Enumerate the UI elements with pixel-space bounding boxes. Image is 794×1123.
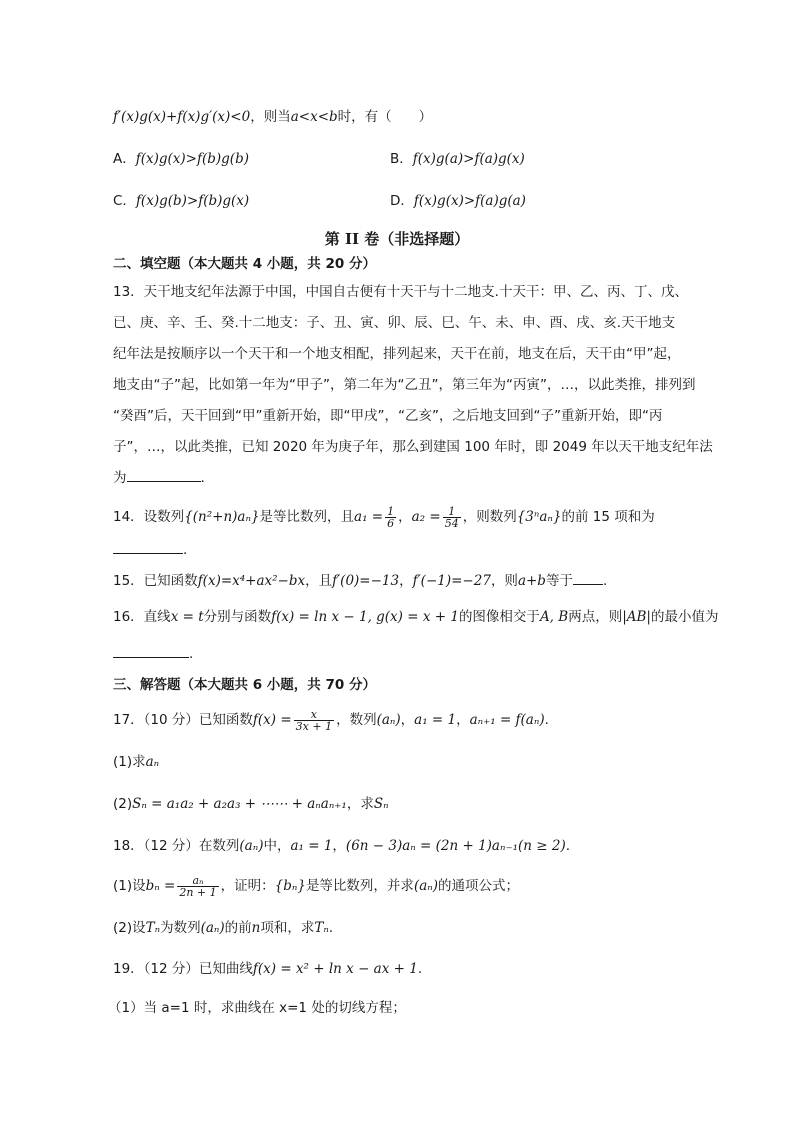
section-heading-fill: 二、填空题（本大题共 4 小题，共 20 分） [113,256,376,272]
q13-line-7: 为 . [113,467,205,488]
answer-blank [113,539,183,554]
q13-line-4: 地支由“子”起，比如第一年为“甲子”，第二年为“乙丑”，第三年为“丙寅”，…，以此类推，排列到 [113,377,696,393]
option-d: D．f(x)g(x)>f(a)g(a) [390,193,526,209]
fraction: $\frac{\text{aₙ}}{2n + 1}$ [179,873,217,899]
section-heading-answer: 三、解答题（本大题共 6 小题，共 70 分） [113,677,376,693]
q16-line-2: . [113,643,193,664]
answer-blank [573,570,603,585]
answer-blank [127,467,201,482]
part-title: 第 II 卷（非选择题） [324,230,470,248]
condition-math: f′(x)g(x)+f(x)g′(x)<0 [113,109,251,125]
q15-line: 15．已知函数f(x)=x⁴+ax²−bx，且f′(0)=−13，f′(−1)=−27，则a+b等于 . [113,570,607,591]
q17-part-2: (2)Sₙ = a₁a₂ + a₂a₃ + ⋯⋯ + aₙaₙ₊₁，求Sₙ [113,796,389,812]
q13-line-2: 已、庚、辛、壬、癸.十二地支：子、丑、寅、卯、辰、巳、午、未、申、酉、戌、亥.天干地支 [113,315,676,331]
q13-line-1: 13．天干地支纪年法源于中国，中国自古便有十天干与十二地支.十天干：甲、乙、丙、丁、戊、 [113,284,688,300]
fraction: $\frac{1}{54}$ [444,504,459,530]
q13-line-6: 子”，…，以此类推，已知 2020 年为庚子年，那么到建国 100 年时，即 2049 年以天干地支纪年法 [113,439,713,455]
q14-line-2: . [113,539,187,560]
q13-line-3: 纪年法是按顺序以一个天干和一个地支相配，排列起来，天干在前，地支在后，天干由“甲”起， [113,346,681,362]
q16-line: 16．直线x = t分别与函数f(x) = ln x − 1, g(x) = x + 1的图像相交于A, B两点，则|AB|的最小值为 [113,609,719,625]
condition-line: f′(x)g(x)+f(x)g′(x)<0，则当a<x<b时，有（ ） [113,109,433,125]
q17-part-1: (1)求aₙ [113,754,160,770]
answer-blank [113,643,189,658]
q18-part-1: (1)设bₙ = $\frac{\text{aₙ}}{2n + 1}$ ，证明：{bₙ}是等比数列，并求(aₙ)的通项公式； [113,873,519,899]
q18-part-2: (2)设Tₙ为数列(aₙ)的前n项和，求Tₙ. [113,920,334,936]
option-b: B．f(x)g(a)>f(a)g(x) [390,151,525,167]
q13-line-5: “癸酉”后，天干回到“甲”重新开始，即“甲戌”，“乙亥”，之后地支回到“子”重新开始，即“丙 [113,408,663,424]
q14-line: 14．设数列{(n²+n)aₙ}是等比数列，且a₁ = $\frac{1}{6}$ ，a₂ = $\frac{1}{54}$ ，则数列{3ⁿaₙ}的前 15 项和为 [113,504,655,530]
q19-line: 19．（12 分）已知曲线f(x) = x² + ln x − ax + 1. [113,961,423,977]
option-a: A．f(x)g(x)>f(b)g(b) [113,151,249,167]
q19-part-1: （1）当 a=1 时，求曲线在 x=1 处的切线方程； [108,1000,406,1016]
fraction: $\frac{1}{6}$ [387,504,395,530]
fraction: $\frac{x}{3x + 1}$ [295,707,333,733]
q17-line: 17．（10 分）已知函数f(x) = $\frac{x}{3x + 1}$ ，数列(aₙ)，a₁ = 1，aₙ₊₁ = f(aₙ). [113,707,549,733]
q18-line: 18．（12 分）在数列(aₙ)中，a₁ = 1，(6n − 3)aₙ = (2n + 1)aₙ₋₁(n ≥ 2). [113,838,571,854]
option-c: C．f(x)g(b)>f(b)g(x) [113,193,250,209]
